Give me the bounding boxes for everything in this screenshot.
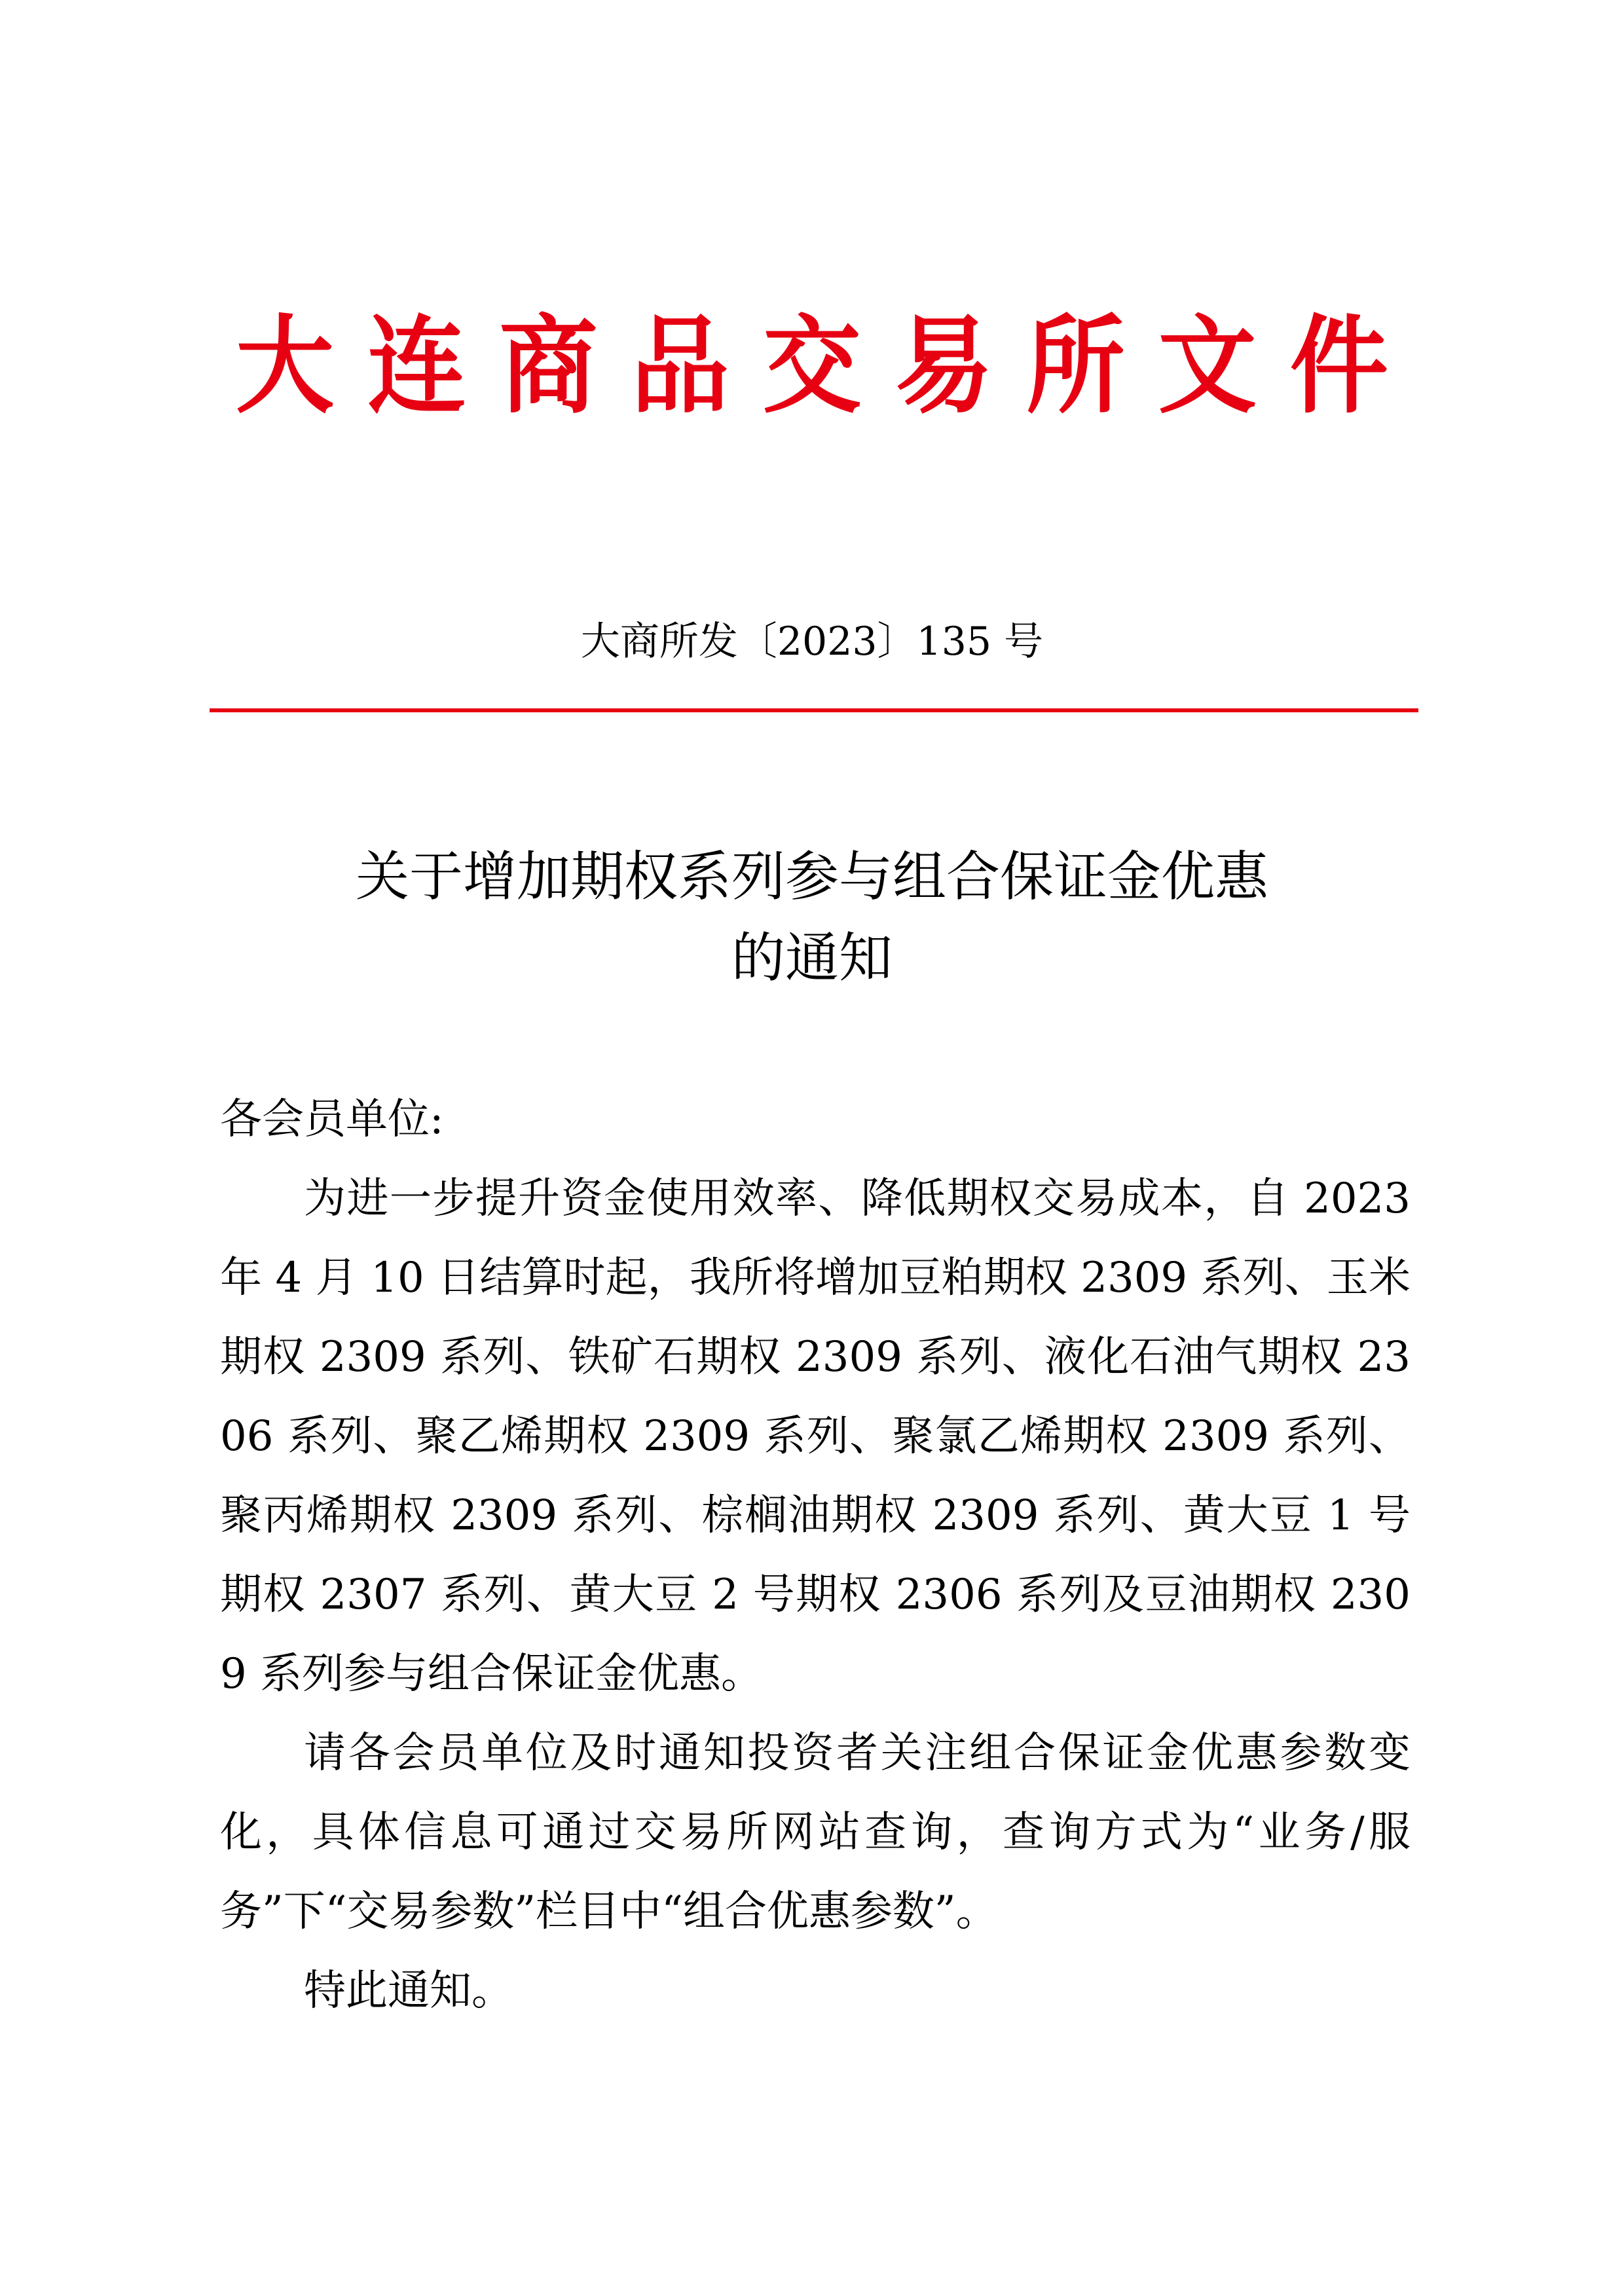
title-line-1: 关于增加期权系列参与组合保证金优惠 — [355, 846, 1268, 908]
body-paragraph: 为进一步提升资金使用效率、降低期权交易成本，自 2023 年 4 月 10 日结算时起，我所将增加豆粕期权 2309 系列、玉米期权 2309 系列、铁矿石期权 2309 系列、液化石油气期权 2306 系列、聚乙烯期权 2309 系列、聚氯乙烯期权 2309 系列、聚丙烯期权 2309 系列、棕榈油期权 2309 系列、黄大豆 1 号期权 2307 系列、黄大豆 2 号期权 2306 系列及豆油期权 2309 系列参与组合保证金优惠。 — [220, 1175, 1411, 1698]
masthead-title — [236, 305, 1388, 428]
masthead-char: 交 — [762, 305, 861, 428]
title-line-2: 的通知 — [731, 927, 893, 989]
masthead-char: 所 — [1026, 305, 1125, 428]
closing-paragraph: 特此通知。 — [304, 1967, 513, 2015]
notice-body — [220, 1080, 1411, 2031]
document-number: 大商所发〔2023〕135 号 — [580, 619, 1044, 665]
masthead-char: 文 — [1158, 305, 1257, 428]
masthead-char: 商 — [499, 305, 598, 428]
body-paragraph: 请各会员单位及时通知投资者关注组合保证金优惠参数变化，具体信息可通过交易所网站查询，查询方式为“业务/服务”下“交易参数”栏目中“组合优惠参数”。 — [220, 1729, 1411, 1936]
masthead-char: 品 — [631, 305, 729, 428]
masthead-char: 易 — [895, 305, 993, 428]
masthead-char: 件 — [1289, 305, 1388, 428]
salutation: 各会员单位: — [220, 1095, 444, 1144]
masthead-char: 连 — [367, 305, 466, 428]
masthead-char: 大 — [236, 305, 335, 428]
notice-title — [0, 837, 1624, 999]
red-divider — [210, 708, 1418, 712]
